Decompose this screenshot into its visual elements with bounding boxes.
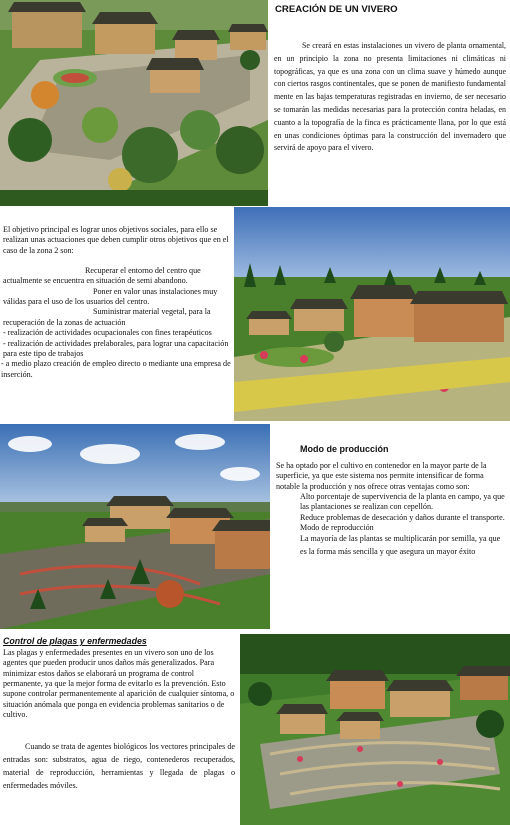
section-title-produccion: Modo de producción: [300, 444, 389, 454]
section-title-plagas: Control de plagas y enfermedades: [3, 636, 147, 646]
section3-list: [300, 492, 506, 559]
list-item: Recuperar el entorno del centro que actualmente se encuentra en situación de semi abandono.: [3, 266, 201, 286]
section1-paragraph: Se creará en estas instalaciones un vivero de planta ornamental, en un principio la zona no presenta limitaciones ni climáticas ni topográficas, ya que es una zona con un clima suave y húmedo aunque con ciertos rasgos continentales, que se ponen de manifiesto fundamental mente en las bajas temperaturas registradas en invierno, de ser necesario se tomarán las medidas necesarias para la protección contra heladas, en cuanto a la topografía de la finca es prácticamente llana, por lo que está en unas condiciones óptimas para la construcción del invernadero que servirá de apoyo para el vivero.: [274, 41, 506, 153]
list-item: Suministrar material vegetal, para la recuperación de la zonas de actuación: [3, 307, 211, 327]
render-nursery-buildings-2: [234, 207, 510, 421]
list-item: La mayoría de las plantas se multiplicarán por semilla, ya que es la forma más sencilla y que asegura un mayor éxito: [300, 534, 501, 557]
section2-list: [3, 266, 231, 380]
section4-paragraph-2: Cuando se trata de agentes biológicos los vectores principales de entradas son: substratos, agua de riego, contenederos recuperados, material de reproducción, herramientas y llegada de plagas o enfermedades móviles.: [3, 742, 235, 790]
list-item: Alto porcentaje de supervivencia de la planta en campo, ya que las plantaciones se realizan con cepellón.: [300, 492, 505, 512]
list-item: Poner en valor unas instalaciones muy válidas para el uso de los usuarios del centro.: [3, 286, 218, 307]
render-nursery-panorama-3: [0, 424, 270, 629]
section3-intro: Se ha optado por el cultivo en contenedor en la mayor parte de la superficie, ya que este sistema nos permite intensificar de forma notable la producción y nos ofrece otras ventajas como son:: [276, 461, 487, 491]
list-item: - realización de actividades prelaborales, para lograr una capacitación para este tipo de trabajos: [3, 338, 229, 358]
render-nursery-aerial-4: [240, 634, 510, 825]
section4-paragraph-1: Las plagas y enfermedades presentes en un vivero son uno de los agentes que pueden producir unos daños más generalizados. Para minimizar estos daños se elaborará un programa de control permanente, ya que la mejor forma de evitarlo es la prevención. Esto supone controlar permanentemente al aparición de cualquier síntoma, o situación anómala que ponga en evidencia problemas sanitarios o de cultivo.: [3, 648, 235, 720]
list-item: - realización de actividades ocupacionales con fines terapéuticos: [3, 328, 212, 338]
list-item: - a medio plazo creación de empleo directo o mediante una empresa de inserción.: [1, 359, 231, 379]
list-item: Modo de reproducción: [300, 523, 374, 533]
section2-intro: El objetivo principal es lograr unos objetivos sociales, para ello se realizan unas actuaciones que deben cumplir otros objetivos que en el caso de la zona 2 son:: [3, 225, 229, 255]
section-title-creacion: CREACIÓN DE UN VIVERO: [275, 4, 398, 15]
list-item: Reduce problemas de desecación y daños durante el transporte.: [300, 512, 505, 522]
render-aerial-nursery-1: [0, 0, 268, 206]
